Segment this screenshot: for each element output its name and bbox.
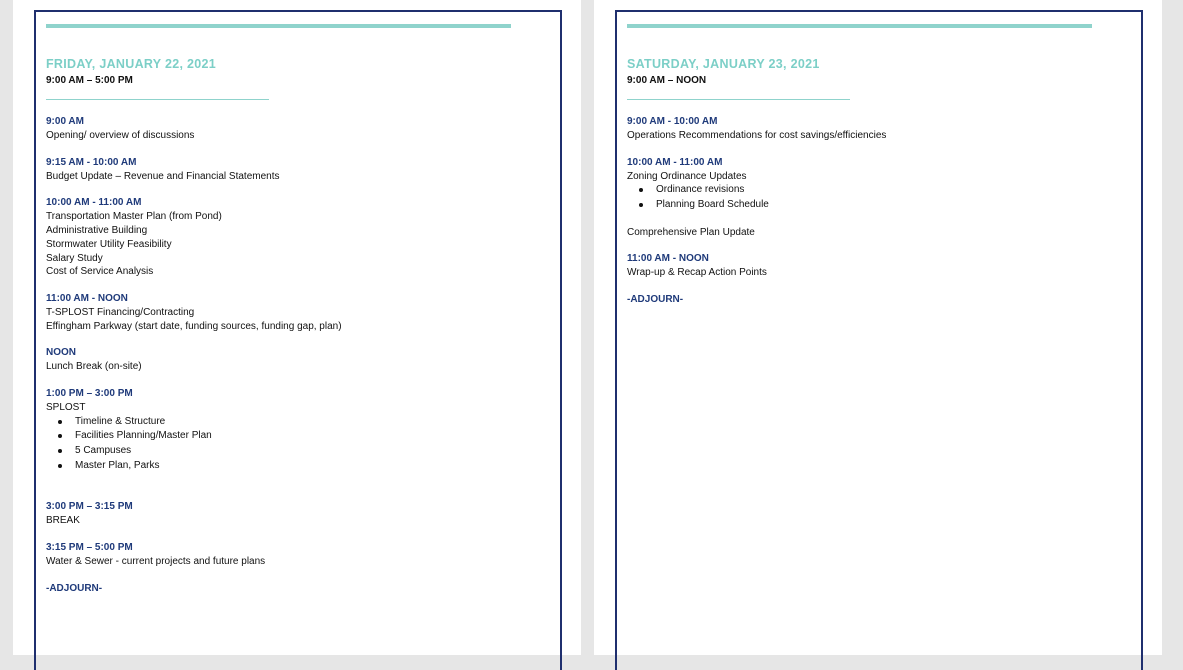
agenda-item: Operations Recommendations for cost savings/efficiencies	[627, 130, 887, 141]
schedule-block	[46, 156, 516, 184]
adjourn-label: -ADJOURN-	[627, 294, 684, 305]
agenda-item: Administrative Building	[46, 225, 148, 237]
agenda-item: SPLOST	[46, 402, 86, 414]
time-slot: 3:15 PM – 5:00 PM	[46, 541, 133, 553]
bullet-item: 5 Campuses	[46, 444, 516, 459]
schedule-block	[627, 252, 1097, 280]
bullet-list	[46, 415, 516, 473]
schedule-block	[627, 115, 1097, 143]
agenda-item: T-SPLOST Financing/Contracting	[46, 306, 195, 318]
schedule-block	[46, 115, 516, 143]
agenda-item: Budget Update – Revenue and Financial Statements	[46, 170, 280, 182]
bullet-item: Planning Board Schedule	[627, 198, 1097, 213]
agenda-item: Zoning Ordinance Updates	[627, 170, 747, 182]
time-slot: 1:00 PM – 3:00 PM	[46, 388, 133, 400]
document-page-friday	[13, 0, 581, 655]
schedule-blocks	[627, 115, 1097, 307]
adjourn-label: -ADJOURN-	[46, 582, 103, 594]
agenda-item: Lunch Break (on-site)	[46, 361, 142, 373]
time-slot: 9:00 AM - 10:00 AM	[627, 116, 718, 127]
time-slot: 10:00 AM - 11:00 AM	[46, 197, 142, 209]
schedule-block	[46, 292, 516, 333]
schedule-block	[46, 196, 516, 279]
time-slot: 9:00 AM	[46, 116, 84, 127]
time-slot: 9:15 AM - 10:00 AM	[46, 156, 137, 168]
agenda-item: Transportation Master Plan (from Pond)	[46, 211, 222, 223]
agenda-item: Wrap-up & Recap Action Points	[627, 267, 767, 279]
agenda-item: Salary Study	[46, 252, 103, 264]
day-hours: 9:00 AM – 5:00 PM	[46, 75, 133, 86]
day-hours: 9:00 AM – NOON	[627, 75, 707, 86]
time-slot: NOON	[46, 347, 76, 359]
agenda-item: BREAK	[46, 515, 80, 527]
agenda-item: Comprehensive Plan Update	[627, 226, 755, 238]
time-slot: 10:00 AM - 11:00 AM	[627, 156, 723, 168]
divider-rule	[627, 99, 850, 100]
agenda-item: Cost of Service Analysis	[46, 266, 154, 278]
bullet-item: Timeline & Structure	[46, 415, 516, 430]
top-rule	[46, 24, 511, 28]
time-slot: 11:00 AM - NOON	[627, 253, 709, 265]
date-heading: FRIDAY, JANUARY 22, 2021	[46, 57, 217, 71]
bullet-item: Ordinance revisions	[627, 183, 1097, 198]
agenda-item: Stormwater Utility Feasibility	[46, 238, 172, 250]
schedule-block	[46, 346, 516, 374]
schedule-block	[627, 156, 1097, 213]
schedule-block	[46, 541, 516, 569]
bullet-item: Facilities Planning/Master Plan	[46, 429, 516, 444]
bullet-item: Master Plan, Parks	[46, 459, 516, 474]
agenda-item: Water & Sewer - current projects and future plans	[46, 555, 266, 567]
bullet-list	[627, 183, 1097, 212]
schedule-blocks	[46, 115, 516, 596]
agenda-item: Opening/ overview of discussions	[46, 130, 195, 141]
time-slot: 11:00 AM - NOON	[46, 292, 128, 304]
page-border	[615, 10, 1143, 670]
schedule-block	[46, 387, 516, 473]
document-page-saturday	[594, 0, 1162, 655]
schedule-block	[46, 500, 516, 528]
time-slot: 3:00 PM – 3:15 PM	[46, 501, 133, 513]
divider-rule	[46, 99, 269, 100]
agenda-item: Effingham Parkway (start date, funding sources, funding gap, plan)	[46, 320, 342, 332]
date-heading: SATURDAY, JANUARY 23, 2021	[627, 57, 820, 71]
top-rule	[627, 24, 1092, 28]
